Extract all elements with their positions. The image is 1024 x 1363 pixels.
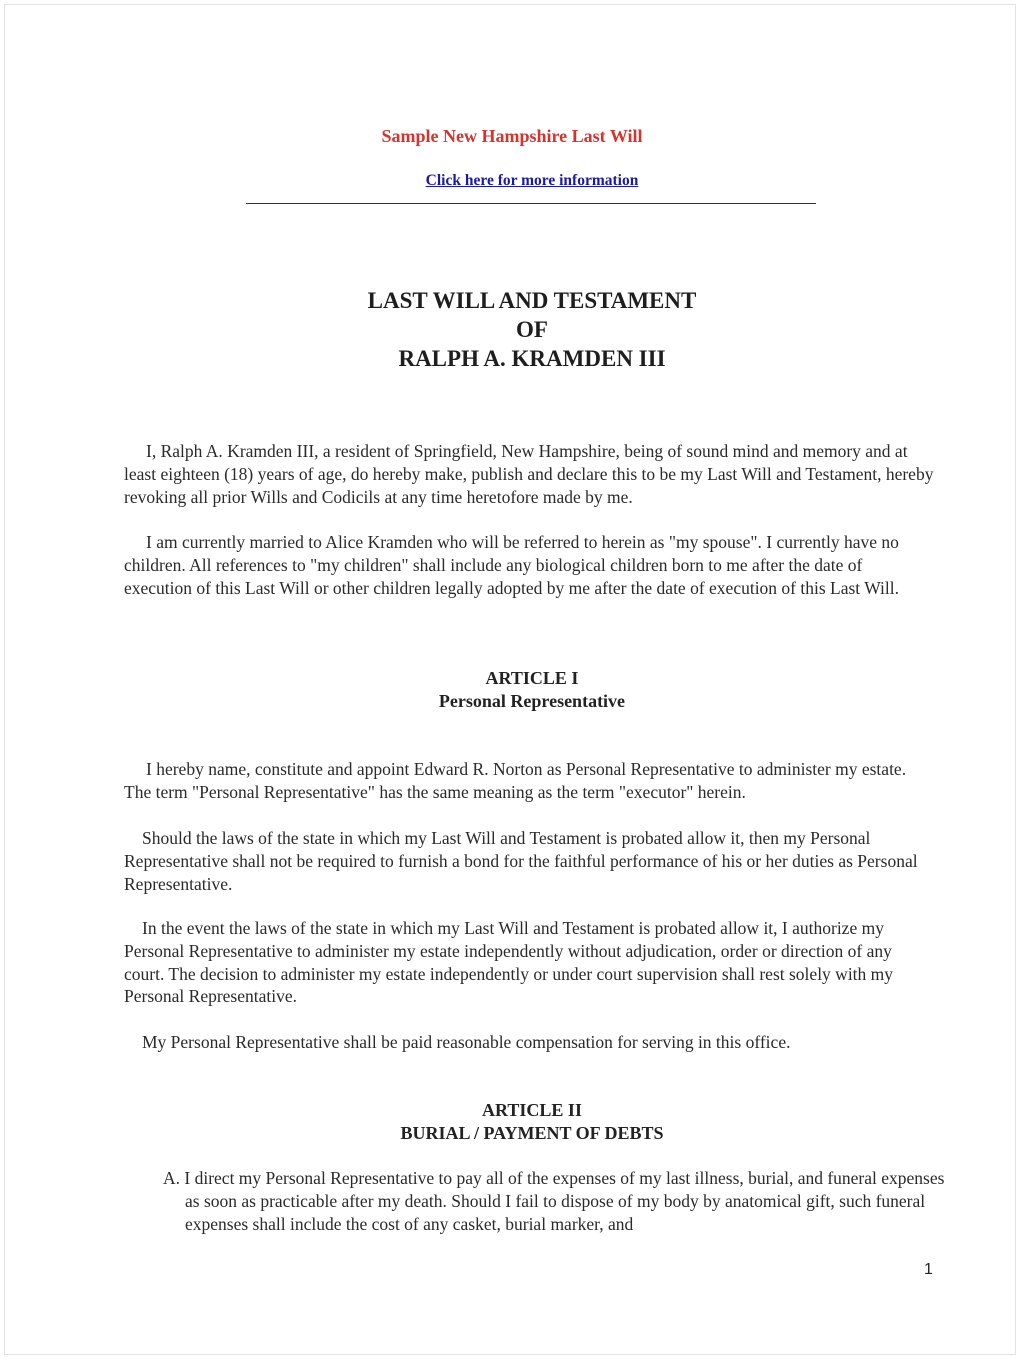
sample-banner-title: Sample New Hampshire Last Will — [381, 126, 643, 146]
page-number: 1 — [924, 1261, 933, 1278]
paragraph-text: Should the laws of the state in which my Last Will and Testament is probated allow it, then my Personal Representative shall not be required to furnish a bond for the faithful performance of his or her duties as Personal Representative. — [124, 828, 918, 894]
header-divider — [246, 203, 816, 204]
article-title: Personal Representative — [438, 691, 626, 711]
intro-paragraph-family — [124, 531, 934, 599]
article-1-paragraph-compensation — [124, 1031, 934, 1054]
article-1-paragraph-independent-administration — [124, 917, 934, 1008]
article-1-heading — [0, 667, 1024, 713]
article-2-item-a: A. I direct my Personal Representative to pay all of the expenses of my last illness, burial, and funeral expenses as soon as practicable after my death. Should I fail to dispose of my body by anatomical gift, such funeral expenses shall include the cost of any casket, burial marker, and — [163, 1168, 945, 1234]
paragraph-text: I am currently married to Alice Kramden who will be referred to herein as "my spouse". I currently have no children. All references to "my children" shall include any biological children born to me after the date of execution of this Last Will or other children legally adopted by me after the date of execution of this Last Will. — [124, 532, 900, 598]
paragraph-text: My Personal Representative shall be paid reasonable compensation for serving in this office. — [142, 1032, 791, 1052]
title-line: OF — [516, 317, 548, 342]
document-title — [0, 286, 1024, 373]
more-information-link[interactable]: Click here for more information — [425, 172, 639, 189]
article-2-heading — [0, 1099, 1024, 1145]
article-title: BURIAL / PAYMENT OF DEBTS — [400, 1123, 664, 1143]
paragraph-text: I, Ralph A. Kramden III, a resident of Springfield, New Hampshire, being of sound mind and memory and at least eighteen (18) years of age, do hereby make, publish and declare this to be my Last Will and Testament, hereby revoking all prior Wills and Codicils at any time heretofore made by me. — [124, 441, 934, 507]
article-number: ARTICLE I — [485, 668, 579, 688]
title-line: LAST WILL AND TESTAMENT — [367, 288, 697, 313]
intro-paragraph-declaration — [124, 440, 934, 508]
paragraph-text: I hereby name, constitute and appoint Edward R. Norton as Personal Representative to administer my estate. The term "Personal Representative" has the same meaning as the term "executor" herein. — [124, 759, 907, 802]
article-1-paragraph-bond — [124, 827, 934, 895]
article-number: ARTICLE II — [482, 1100, 582, 1120]
article-1-paragraph-appointment — [124, 758, 934, 804]
paragraph-text: In the event the laws of the state in which my Last Will and Testament is probated allow it, I authorize my Personal Representative to administer my estate independently without adjudication, order or direction of any court. The decision to administer my estate independently or under court supervision shall rest solely with my Personal Representative. — [124, 918, 894, 1007]
title-line: RALPH A. KRAMDEN III — [398, 346, 666, 371]
